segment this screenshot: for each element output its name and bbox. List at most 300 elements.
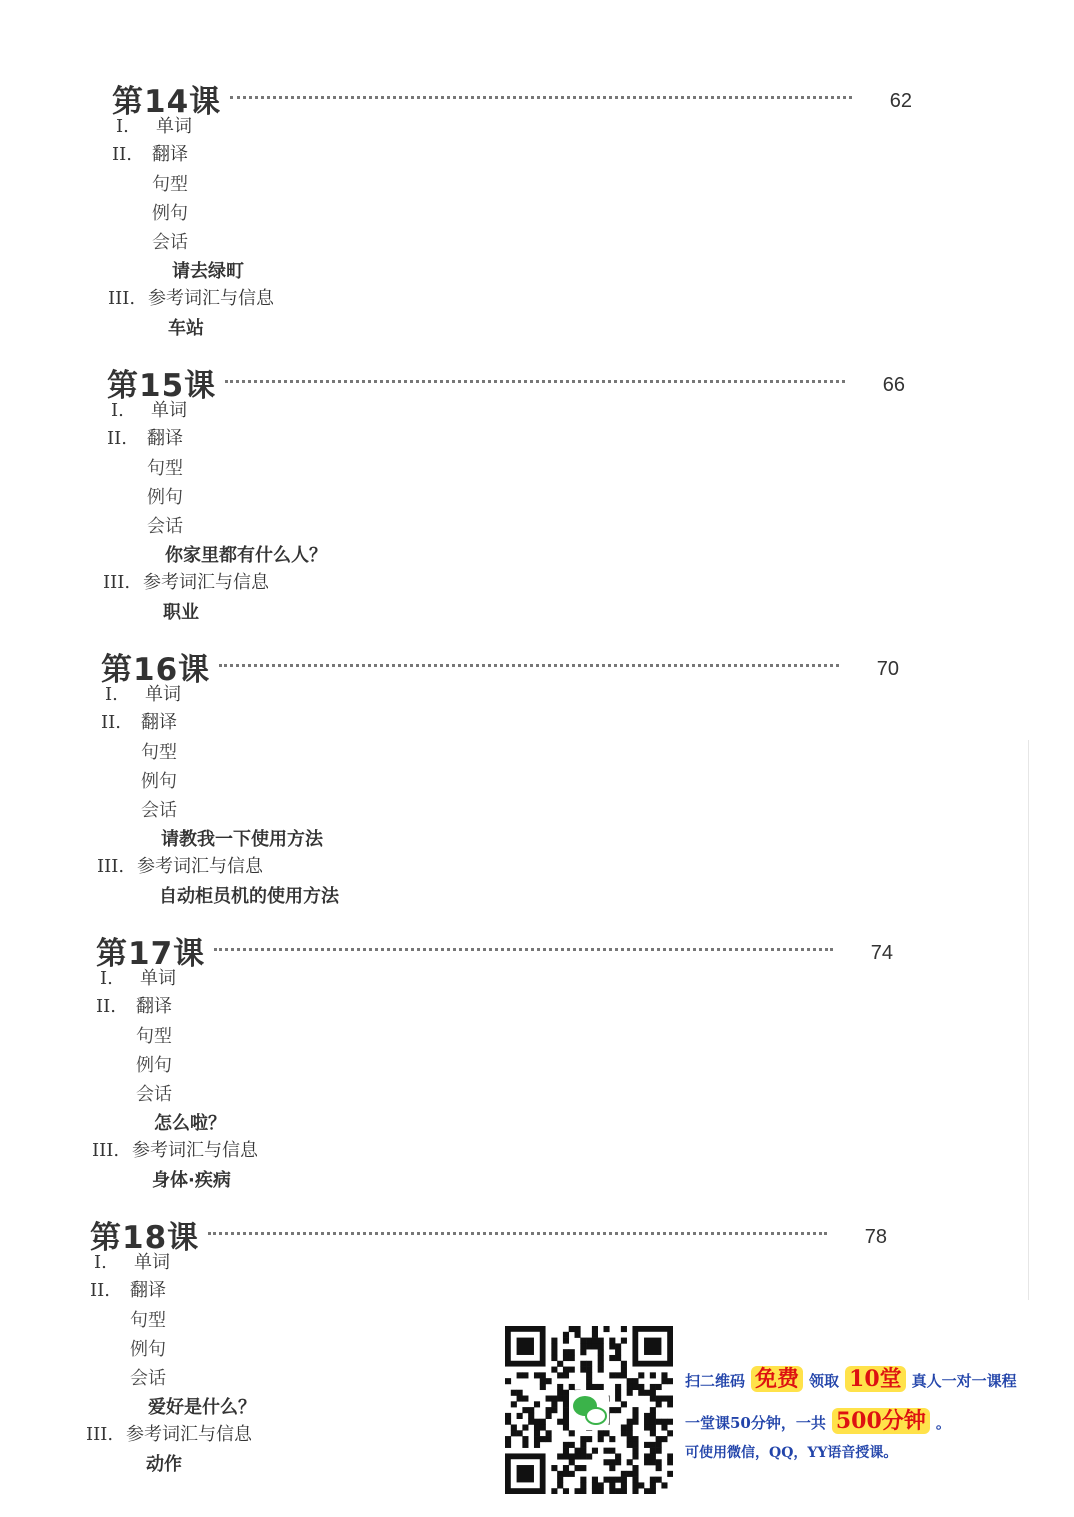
qr-module — [609, 1477, 615, 1483]
qr-module — [615, 1384, 621, 1390]
qr-module — [575, 1332, 581, 1338]
qr-module — [569, 1349, 575, 1355]
qr-module — [650, 1477, 656, 1483]
section-label: 参考词汇与信息 — [148, 288, 274, 309]
qr-module — [621, 1367, 627, 1373]
qr-module — [569, 1442, 575, 1448]
qr-module — [609, 1407, 615, 1413]
qr-module — [661, 1372, 667, 1378]
qr-module — [661, 1482, 667, 1488]
qr-module — [656, 1436, 662, 1442]
section-number: I. — [116, 116, 129, 137]
qr-module — [632, 1471, 638, 1477]
qr-module — [517, 1396, 523, 1402]
qr-module — [650, 1482, 656, 1488]
qr-module — [511, 1430, 517, 1436]
qr-module — [580, 1477, 586, 1483]
qr-module — [598, 1488, 604, 1494]
leader-dots — [214, 948, 833, 951]
qr-module — [632, 1448, 638, 1454]
qr-module — [569, 1367, 575, 1373]
section-label: 参考词汇与信息 — [137, 856, 263, 877]
qr-module — [563, 1332, 569, 1338]
qr-module — [644, 1413, 650, 1419]
qr-module — [557, 1390, 563, 1396]
qr-module — [609, 1465, 615, 1471]
conversation-topic[interactable]: 你家里都有什么人？ — [165, 545, 327, 566]
qr-module — [615, 1453, 621, 1459]
qr-module — [667, 1378, 673, 1384]
lesson-title: 第15课 — [107, 368, 217, 404]
section-number: III. — [86, 1424, 114, 1445]
qr-finder — [644, 1338, 661, 1355]
qr-module — [667, 1396, 673, 1402]
qr-module — [534, 1401, 540, 1407]
qr-module — [603, 1448, 609, 1454]
qr-module — [638, 1384, 644, 1390]
qr-module — [609, 1488, 615, 1494]
section-number: III. — [103, 572, 131, 593]
qr-module — [528, 1407, 534, 1413]
qr-module — [615, 1459, 621, 1465]
qr-module — [540, 1384, 546, 1390]
promo-line-2 — [685, 1404, 951, 1435]
lesson-header[interactable] — [90, 1212, 887, 1256]
qr-module — [615, 1488, 621, 1494]
qr-module — [505, 1442, 511, 1448]
conversation-topic[interactable]: 爱好是什么？ — [148, 1397, 256, 1418]
qr-module — [650, 1372, 656, 1378]
qr-module — [656, 1419, 662, 1425]
qr-module — [580, 1482, 586, 1488]
qr-module — [586, 1436, 592, 1442]
lesson-title: 第16课 — [101, 652, 211, 688]
qr-module — [534, 1430, 540, 1436]
qr-module — [534, 1419, 540, 1425]
qr-module — [592, 1332, 598, 1338]
qr-module — [505, 1413, 511, 1419]
section-number: II. — [107, 428, 127, 449]
leader-dots — [219, 664, 839, 667]
section-number: I. — [111, 400, 124, 421]
qr-module — [627, 1419, 633, 1425]
page-edge-shadow — [1028, 740, 1029, 1300]
reference-topic[interactable]: 身体·疾病 — [152, 1170, 231, 1191]
lesson-header[interactable] — [101, 644, 899, 688]
qr-module — [632, 1378, 638, 1384]
qr-module — [563, 1448, 569, 1454]
qr-module — [609, 1338, 615, 1344]
qr-module — [650, 1384, 656, 1390]
qr-module — [557, 1396, 563, 1402]
qr-module — [563, 1442, 569, 1448]
qr-module — [557, 1477, 563, 1483]
subitem-conversation[interactable]: 会话 — [136, 1084, 172, 1105]
lesson-block-15 — [103, 360, 905, 623]
qr-module — [580, 1349, 586, 1355]
qr-module — [603, 1477, 609, 1483]
qr-module — [557, 1471, 563, 1477]
qr-module — [667, 1459, 673, 1465]
subitem-pattern[interactable]: 句型 — [141, 742, 177, 763]
section-translation[interactable] — [96, 992, 172, 1018]
qr-module — [615, 1355, 621, 1361]
qr-module — [534, 1442, 540, 1448]
section-number: I. — [105, 684, 118, 705]
subitem-conversation[interactable]: 会话 — [147, 516, 183, 537]
qr-module — [563, 1424, 569, 1430]
promo-text: 扫二维码 — [685, 1372, 746, 1390]
subitem-pattern[interactable]: 句型 — [152, 174, 188, 195]
qr-module — [627, 1378, 633, 1384]
qr-module — [632, 1407, 638, 1413]
subitem-conversation[interactable]: 会话 — [152, 232, 188, 253]
qr-module — [592, 1343, 598, 1349]
qr-module — [632, 1419, 638, 1425]
qr-module — [580, 1465, 586, 1471]
lesson-block-14 — [108, 76, 912, 339]
section-label: 单词 — [156, 116, 192, 137]
qr-module — [551, 1401, 557, 1407]
section-reference[interactable] — [108, 284, 274, 310]
qr-module — [569, 1471, 575, 1477]
qr-module — [627, 1436, 633, 1442]
section-number: II. — [96, 996, 116, 1017]
wechat-icon — [569, 1390, 609, 1430]
section-label: 翻译 — [152, 144, 188, 165]
qr-module — [661, 1378, 667, 1384]
qr-module — [632, 1384, 638, 1390]
qr-module — [546, 1430, 552, 1436]
qr-module — [546, 1396, 552, 1402]
qr-module — [627, 1424, 633, 1430]
qr-module — [627, 1442, 633, 1448]
qr-code[interactable] — [505, 1326, 673, 1494]
qr-module — [586, 1453, 592, 1459]
lesson-header[interactable] — [107, 360, 905, 404]
qr-module — [644, 1419, 650, 1425]
qr-module — [575, 1448, 581, 1454]
section-number: III. — [108, 288, 136, 309]
promo-text: 一堂课50分钟，一共 — [685, 1414, 826, 1432]
qr-module — [621, 1488, 627, 1494]
section-label: 翻译 — [141, 712, 177, 733]
section-number: I. — [94, 1252, 107, 1273]
reference-topic[interactable]: 自动柜员机的使用方法 — [159, 886, 339, 907]
qr-finder — [517, 1338, 534, 1355]
qr-module — [621, 1338, 627, 1344]
qr-code-graphic — [505, 1326, 673, 1494]
qr-module — [563, 1453, 569, 1459]
qr-module — [563, 1355, 569, 1361]
qr-module — [603, 1326, 609, 1332]
qr-module — [522, 1436, 528, 1442]
qr-module — [528, 1419, 534, 1425]
subitem-example[interactable]: 例句 — [152, 203, 188, 224]
qr-module — [569, 1326, 575, 1332]
conversation-topic[interactable]: 请去绿町 — [172, 261, 244, 282]
qr-module — [598, 1430, 604, 1436]
qr-module — [592, 1488, 598, 1494]
qr-module — [586, 1343, 592, 1349]
lesson-title: 第14课 — [112, 84, 222, 120]
qr-module — [511, 1401, 517, 1407]
qr-module — [563, 1419, 569, 1425]
qr-module — [580, 1343, 586, 1349]
reference-topic[interactable]: 动作 — [146, 1454, 182, 1475]
qr-module — [644, 1442, 650, 1448]
section-translation[interactable] — [107, 424, 183, 450]
qr-module — [511, 1390, 517, 1396]
qr-module — [534, 1372, 540, 1378]
qr-module — [580, 1453, 586, 1459]
qr-module — [656, 1477, 662, 1483]
qr-module — [551, 1465, 557, 1471]
qr-module — [586, 1378, 592, 1384]
qr-module — [644, 1424, 650, 1430]
qr-module — [546, 1413, 552, 1419]
qr-module — [638, 1390, 644, 1396]
qr-module — [598, 1355, 604, 1361]
subitem-pattern[interactable]: 句型 — [147, 458, 183, 479]
qr-module — [522, 1396, 528, 1402]
qr-module — [592, 1477, 598, 1483]
lesson-page-number: 70 — [876, 658, 899, 680]
section-words[interactable] — [105, 680, 181, 706]
section-label: 单词 — [134, 1252, 170, 1273]
qr-module — [592, 1384, 598, 1390]
qr-module — [505, 1378, 511, 1384]
subitem-conversation[interactable]: 会话 — [130, 1368, 166, 1389]
qr-module — [609, 1436, 615, 1442]
qr-finder — [517, 1465, 534, 1482]
qr-module — [517, 1372, 523, 1378]
promo-line-1 — [685, 1362, 1017, 1393]
section-label: 翻译 — [130, 1280, 166, 1301]
reference-topic[interactable]: 职业 — [163, 602, 199, 623]
qr-module — [563, 1413, 569, 1419]
qr-module — [546, 1378, 552, 1384]
section-number: II. — [101, 712, 121, 733]
qr-module — [615, 1477, 621, 1483]
qr-module — [563, 1349, 569, 1355]
qr-module — [632, 1482, 638, 1488]
qr-module — [667, 1453, 673, 1459]
qr-module — [621, 1471, 627, 1477]
qr-module — [598, 1343, 604, 1349]
section-number: II. — [90, 1280, 110, 1301]
qr-module — [586, 1361, 592, 1367]
qr-module — [551, 1349, 557, 1355]
section-reference[interactable] — [92, 1136, 258, 1162]
subitem-example[interactable]: 例句 — [147, 487, 183, 508]
qr-module — [575, 1465, 581, 1471]
qr-module — [632, 1465, 638, 1471]
section-number: I. — [100, 968, 113, 989]
qr-module — [644, 1488, 650, 1494]
qr-module — [563, 1367, 569, 1373]
qr-module — [557, 1482, 563, 1488]
qr-module — [603, 1430, 609, 1436]
qr-module — [656, 1448, 662, 1454]
qr-module — [650, 1419, 656, 1425]
subitem-example[interactable]: 例句 — [130, 1339, 166, 1360]
qr-module — [540, 1424, 546, 1430]
qr-module — [522, 1442, 528, 1448]
qr-module — [540, 1436, 546, 1442]
count-badge: 10堂 — [845, 1366, 906, 1392]
qr-module — [580, 1338, 586, 1344]
qr-module — [563, 1471, 569, 1477]
qr-module — [627, 1390, 633, 1396]
qr-module — [517, 1413, 523, 1419]
promo-banner — [497, 1318, 1057, 1498]
qr-module — [632, 1413, 638, 1419]
qr-module — [615, 1372, 621, 1378]
qr-module — [592, 1448, 598, 1454]
qr-module — [656, 1396, 662, 1402]
qr-module — [551, 1488, 557, 1494]
qr-module — [551, 1396, 557, 1402]
qr-module — [569, 1384, 575, 1390]
qr-module — [586, 1367, 592, 1373]
subitem-pattern[interactable]: 句型 — [130, 1310, 166, 1331]
qr-module — [644, 1453, 650, 1459]
conversation-topic[interactable]: 请教我一下使用方法 — [161, 829, 323, 850]
qr-module — [656, 1465, 662, 1471]
promo-text: 。 — [935, 1414, 951, 1432]
qr-module — [632, 1488, 638, 1494]
qr-module — [563, 1396, 569, 1402]
qr-module — [656, 1442, 662, 1448]
section-words[interactable] — [94, 1248, 170, 1274]
qr-module — [650, 1453, 656, 1459]
section-reference[interactable] — [97, 852, 263, 878]
qr-module — [528, 1413, 534, 1419]
qr-module — [505, 1419, 511, 1425]
section-reference[interactable] — [103, 568, 269, 594]
qr-module — [505, 1436, 511, 1442]
qr-module — [650, 1442, 656, 1448]
qr-module — [569, 1355, 575, 1361]
qr-module — [522, 1372, 528, 1378]
qr-module — [592, 1326, 598, 1332]
qr-module — [557, 1453, 563, 1459]
qr-module — [598, 1482, 604, 1488]
qr-module — [557, 1372, 563, 1378]
qr-module — [621, 1401, 627, 1407]
qr-module — [534, 1424, 540, 1430]
qr-module — [609, 1343, 615, 1349]
qr-module — [650, 1488, 656, 1494]
subitem-example[interactable]: 例句 — [136, 1055, 172, 1076]
promo-text: 领取 — [809, 1372, 840, 1390]
qr-module — [563, 1372, 569, 1378]
qr-module — [650, 1390, 656, 1396]
qr-module — [661, 1396, 667, 1402]
qr-module — [632, 1477, 638, 1483]
qr-module — [580, 1367, 586, 1373]
section-number: III. — [97, 856, 125, 877]
qr-module — [609, 1372, 615, 1378]
qr-module — [621, 1430, 627, 1436]
section-translation[interactable] — [112, 140, 188, 166]
qr-module — [540, 1372, 546, 1378]
section-label: 翻译 — [147, 428, 183, 449]
qr-module — [557, 1419, 563, 1425]
qr-module — [650, 1459, 656, 1465]
qr-module — [522, 1407, 528, 1413]
qr-module — [563, 1407, 569, 1413]
qr-module — [621, 1477, 627, 1483]
lesson-title: 第18课 — [90, 1220, 200, 1256]
qr-module — [661, 1424, 667, 1430]
qr-module — [632, 1436, 638, 1442]
qr-module — [644, 1459, 650, 1465]
qr-module — [563, 1401, 569, 1407]
lesson-header[interactable] — [96, 928, 893, 972]
qr-module — [598, 1338, 604, 1344]
lesson-page-number: 62 — [889, 90, 912, 112]
qr-module — [580, 1436, 586, 1442]
section-label: 参考词汇与信息 — [143, 572, 269, 593]
qr-module — [615, 1396, 621, 1402]
section-reference[interactable] — [86, 1420, 252, 1446]
section-words[interactable] — [100, 964, 176, 990]
section-label: 参考词汇与信息 — [132, 1140, 258, 1161]
lesson-page-number: 78 — [864, 1226, 887, 1248]
qr-module — [621, 1361, 627, 1367]
section-label: 单词 — [140, 968, 176, 989]
qr-module — [650, 1448, 656, 1454]
subitem-example[interactable]: 例句 — [141, 771, 177, 792]
qr-module — [615, 1390, 621, 1396]
qr-module — [650, 1424, 656, 1430]
qr-module — [632, 1442, 638, 1448]
qr-module — [632, 1453, 638, 1459]
qr-module — [540, 1419, 546, 1425]
section-label: 翻译 — [136, 996, 172, 1017]
lesson-page-number: 66 — [882, 374, 905, 396]
qr-module — [586, 1338, 592, 1344]
qr-module — [609, 1355, 615, 1361]
qr-module — [592, 1338, 598, 1344]
reference-topic[interactable]: 车站 — [168, 318, 204, 339]
qr-module — [621, 1326, 627, 1332]
qr-module — [546, 1436, 552, 1442]
qr-module — [615, 1343, 621, 1349]
qr-module — [661, 1419, 667, 1425]
section-words[interactable] — [111, 396, 187, 422]
subitem-pattern[interactable]: 句型 — [136, 1026, 172, 1047]
section-translation[interactable] — [90, 1276, 166, 1302]
qr-module — [517, 1430, 523, 1436]
qr-module — [667, 1419, 673, 1425]
subitem-conversation[interactable]: 会话 — [141, 800, 177, 821]
qr-module — [609, 1482, 615, 1488]
qr-module — [638, 1482, 644, 1488]
qr-module — [563, 1390, 569, 1396]
qr-module — [563, 1338, 569, 1344]
lesson-page-number: 74 — [870, 942, 893, 964]
qr-module — [638, 1372, 644, 1378]
lesson-title: 第17课 — [96, 936, 206, 972]
conversation-topic[interactable]: 怎么啦？ — [154, 1113, 226, 1134]
lesson-block-17 — [92, 928, 893, 1191]
lesson-header[interactable] — [112, 76, 912, 120]
section-translation[interactable] — [101, 708, 177, 734]
section-words[interactable] — [116, 112, 192, 138]
